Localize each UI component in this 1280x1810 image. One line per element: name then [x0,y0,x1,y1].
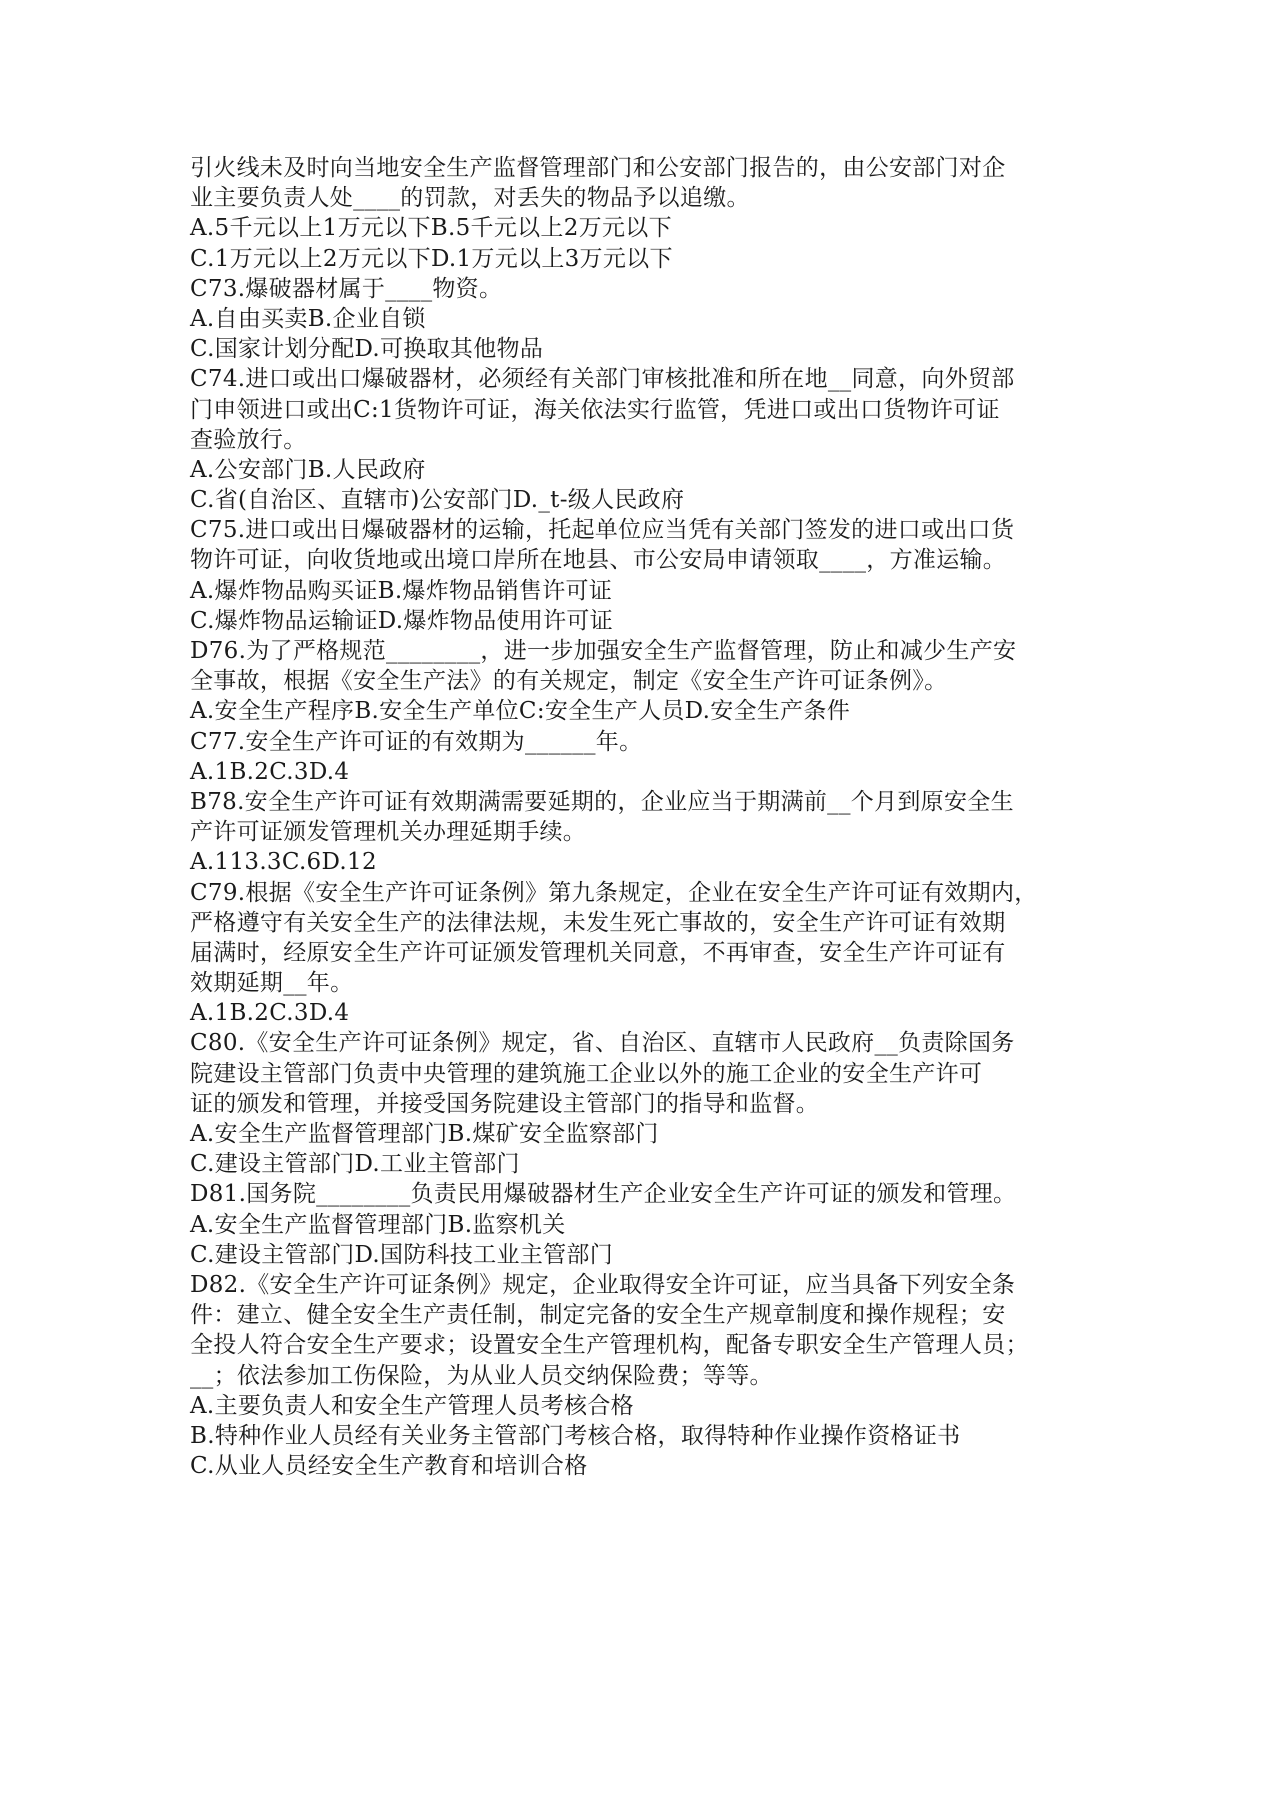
text-line: C74.进口或出口爆破器材，必须经有关部门审核批准和所在地__同意，向外贸部 [190,366,1015,393]
text-line: 物许可证，向收货地或出境口岸所在地县、市公安局申请领取____，方准运输。 [190,547,1007,574]
text-line: C.国家计划分配D.可换取其他物品 [190,336,544,363]
text-line: A.公安部门B.人民政府 [190,456,426,483]
text-line: C73.爆破器材属于____物资。 [190,275,503,302]
text-line: 全投人符合安全生产要求；设置安全生产管理机构，配备专职安全生产管理人员； [190,1332,1029,1359]
text-line: A.1B.2C.3D.4 [190,758,350,785]
text-line: 效期延期__年。 [190,970,354,997]
text-line: B.特种作业人员经有关业务主管部门考核合格，取得特种作业操作资格证书 [190,1422,961,1449]
text-line: 件：建立、健全安全生产责任制，制定完备的安全生产规章制度和操作规程；安 [190,1302,1006,1329]
text-line: 门申领进口或出C:1货物许可证，海关依法实行监管，凭进口或出口货物许可证 [190,396,1000,423]
text-line: 严格遵守有关安全生产的法律法规，未发生死亡事故的，安全生产许可证有效期 [190,909,1006,936]
text-line: A.主要负责人和安全生产管理人员考核合格 [190,1392,634,1419]
text-line: 产许可证颁发管理机关办理延期手续。 [190,819,587,846]
text-line: C79.根据《安全生产许可证条例》第九条规定，企业在安全生产许可证有效期内， [190,879,1038,906]
text-line: __；依法参加工伤保险，为从业人员交纳保险费；等等。 [190,1362,773,1389]
text-line: D76.为了严格规范________，进一步加强安全生产监督管理，防止和减少生产安 [190,638,1017,664]
text-line: 院建设主管部门负责中央管理的建筑施工企业以外的施工企业的安全生产许可 [190,1060,983,1087]
text-line: D82.《安全生产许可证条例》规定，企业取得安全许可证，应当具备下列安全条 [190,1271,1016,1298]
text-line: 查验放行。 [190,426,307,453]
text-line: 引火线未及时向当地安全生产监督管理部门和公安部门报告的，由公安部门对企 [190,155,1006,181]
text-line: C.爆炸物品运输证D.爆炸物品使用许可证 [190,607,614,634]
text-line: C80.《安全生产许可证条例》规定，省、自治区、直辖市人民政府__负责除国务 [190,1030,1015,1057]
text-line: C77.安全生产许可证的有效期为______年。 [190,728,643,755]
text-line: A.113.3C.6D.12 [190,849,377,876]
text-line: C.建设主管部门D.国防科技工业主管部门 [190,1241,614,1268]
text-line: A.爆炸物品购买证B.爆炸物品销售许可证 [190,577,613,604]
text-line: C.从业人员经安全生产教育和培训合格 [190,1453,588,1480]
document-body [190,153,1090,1481]
text-line: C.建设主管部门D.工业主管部门 [190,1151,520,1178]
text-line: 届满时，经原安全生产许可证颁发管理机关同意，不再审查，安全生产许可证有 [190,939,1006,966]
text-line: A.1B.2C.3D.4 [190,1000,350,1027]
text-line: A.安全生产监督管理部门B.煤矿安全监察部门 [190,1121,659,1147]
text-line: C.1万元以上2万元以下D.1万元以上3万元以下 [190,245,673,272]
text-line: B78.安全生产许可证有效期满需要延期的，企业应当于期满前__个月到原安全生 [190,788,1014,815]
text-line: A.安全生产程序B.安全生产单位C:安全生产人员D.安全生产条件 [190,698,851,725]
text-line: 业主要负责人处____的罚款，对丢失的物品予以追缴。 [190,185,750,212]
text-line: A.5千元以上1万元以下B.5千元以上2万元以下 [190,215,672,242]
text-line: D81.国务院________负责民用爆破器材生产企业安全生产许可证的颁发和管理。 [190,1181,1017,1208]
text-line: C.省(自治区、直辖市)公安部门D._t-级人民政府 [190,487,685,514]
text-line: C75.进口或出日爆破器材的运输，托起单位应当凭有关部门签发的进口或出口货 [190,517,1015,544]
text-line: 全事故，根据《安全生产法》的有关规定，制定《安全生产许可证条例》。 [190,668,948,695]
text-line: 证的颁发和管理，并接受国务院建设主管部门的指导和监督。 [190,1090,820,1117]
text-line: A.安全生产监督管理部门B.监察机关 [190,1211,566,1238]
text-line: A.自由买卖B.企业自锁 [190,305,426,332]
